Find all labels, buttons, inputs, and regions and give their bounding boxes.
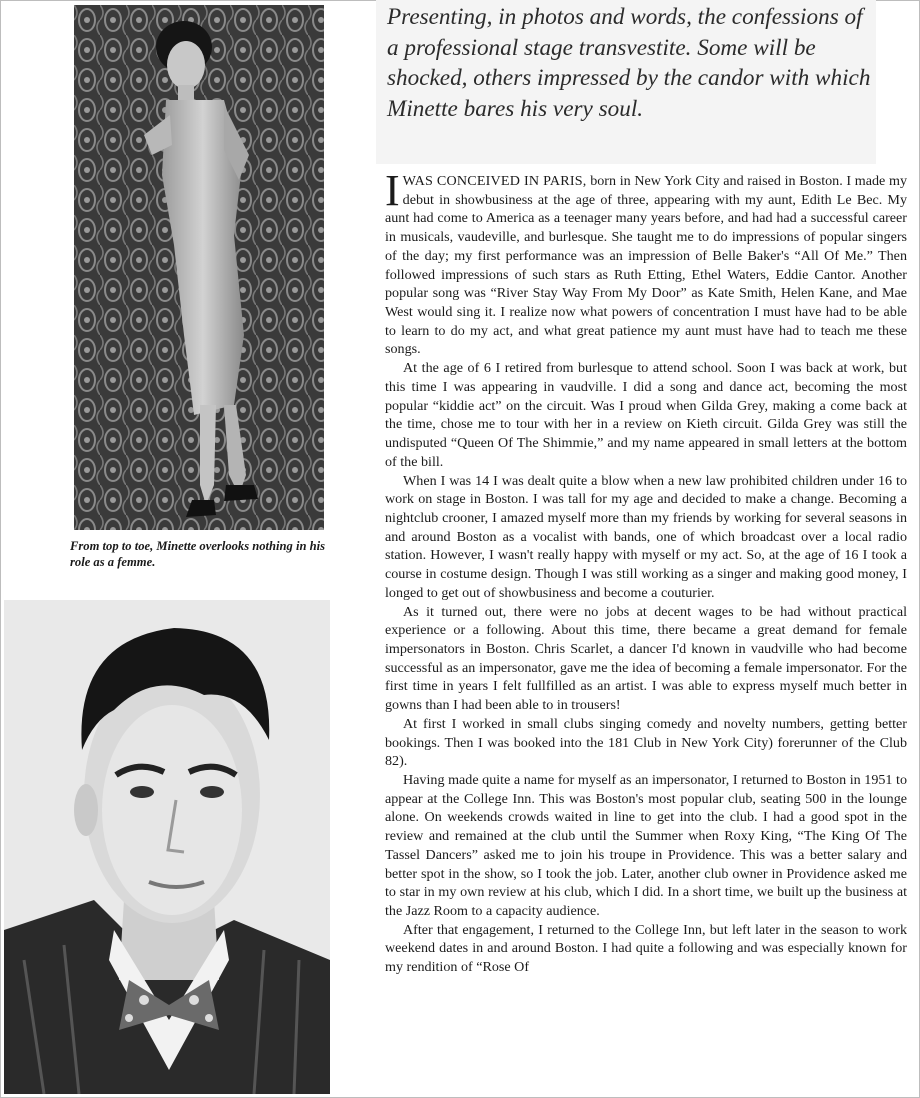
photo-portrait <box>4 600 330 1094</box>
article-paragraph: At first I worked in small clubs singing comedy and novelty numbers, getting better bookings. Then I was booked into the 181 Club in New York City) forerunner of the Club 82). <box>385 715 907 770</box>
article-paragraph: After that engagement, I returned to the College Inn, but left later in the season to work weekend dates in and around Boston. I had quite a following and was especially known for my rendition of “Rose Of <box>385 921 907 976</box>
drop-cap: I <box>385 172 400 215</box>
photo-caption: From top to toe, Minette overlooks nothing in his role as a femme. <box>70 539 326 569</box>
article-paragraph-1 <box>385 172 907 359</box>
article-body <box>385 172 907 1094</box>
article-paragraph: When I was 14 I was dealt quite a blow when a new law prohibited children under 16 to work on stage in Boston. I was tall for my age and decided to make a change. Becoming a nightclub crooner, I amazed myself more than my friends by working for several seasons in and around Boston as a vocalist with bands, one of which broadcast over a local radio station. However, I wasn't really happy with myself or my act. So, at the age of 16 I took a course in costume design. Though I was still working as a singer and making good money, I longed to get out of showbusiness and become a couturier. <box>385 472 907 601</box>
photo-portrait-image <box>4 600 330 1094</box>
photo-full-length-image <box>74 5 324 530</box>
article-paragraph-1-text: born in New York City and raised in Boston. I made my debut in showbusiness at the age of three, appearing with my aunt, Edith Le Bec. My aunt had come to America as a teenager many years before, and had had a successful career in musicals, vaudeville, and burlesque. She taught me to do impressions of popular singers of the day; my first performance was an impression of Belle Baker's “All Of Me.” Then followed impressions of such stars as Ruth Etting, Ethel Waters, Eddie Cantor. Another popular song was “River Stay Way From My Door” as Kate Smith, Helen Kane, and Mae West would sing it. I realize now what powers of concentration I must have had to be able to learn to do my act, and what great patience my aunt must have had to teach me these songs. <box>385 173 907 358</box>
photo-full-length <box>74 5 324 530</box>
article-paragraph: Having made quite a name for myself as an impersonator, I returned to Boston in 1951 to appear at the College Inn. This was Boston's most popular club, seating 500 in the lounge alone. On weekends crowds waited in line to get into the club. I had a good spot in the review and remained at the club until the Summer when Roxy King, “The King Of The Tassel Dancers” asked me to join his troupe in Providence. This was a better salary and better spot in the show, so I took the job. Later, another club owner in Providence asked me to star in my own review at his club, which I did. In a short time, we built up the business at the Jazz Room to a capacity audience. <box>385 772 907 920</box>
article-paragraph: As it turned out, there were no jobs at decent wages to be had without practical experience or a following. About this time, there became a great demand for female impersonators in Boston. Chris Scarlet, a dancer I'd known in vaudville who had become successful as an impersonator, gave me the idea of becoming a female impersonator. For the first time in years I felt fullfilled as an artist. I was able to express myself much better in gowns than I had been able to in trousers! <box>385 603 907 714</box>
article-paragraph: At the age of 6 I retired from burlesque to attend school. Soon I was back at work, but this time I was appearing in vaudville. I did a song and dance act, becoming the most popular “kiddie act” on the circuit. Was I proud when Gilda Grey, making a come back at the time, chose me to tour with her in a review on Kieth circuit. Gilda Grey was still the undisputed “Queen Of The Shimmie,” and my name appeared in small letters at the bottom of the bill. <box>385 360 907 470</box>
article-lead-in: WAS CONCEIVED IN PARIS, <box>402 173 587 189</box>
article-headline: Presenting, in photos and words, the confessions of a professional stage transvestite. Some will be shocked, others impressed by the candor with which Minette bares his very soul. <box>376 0 876 164</box>
